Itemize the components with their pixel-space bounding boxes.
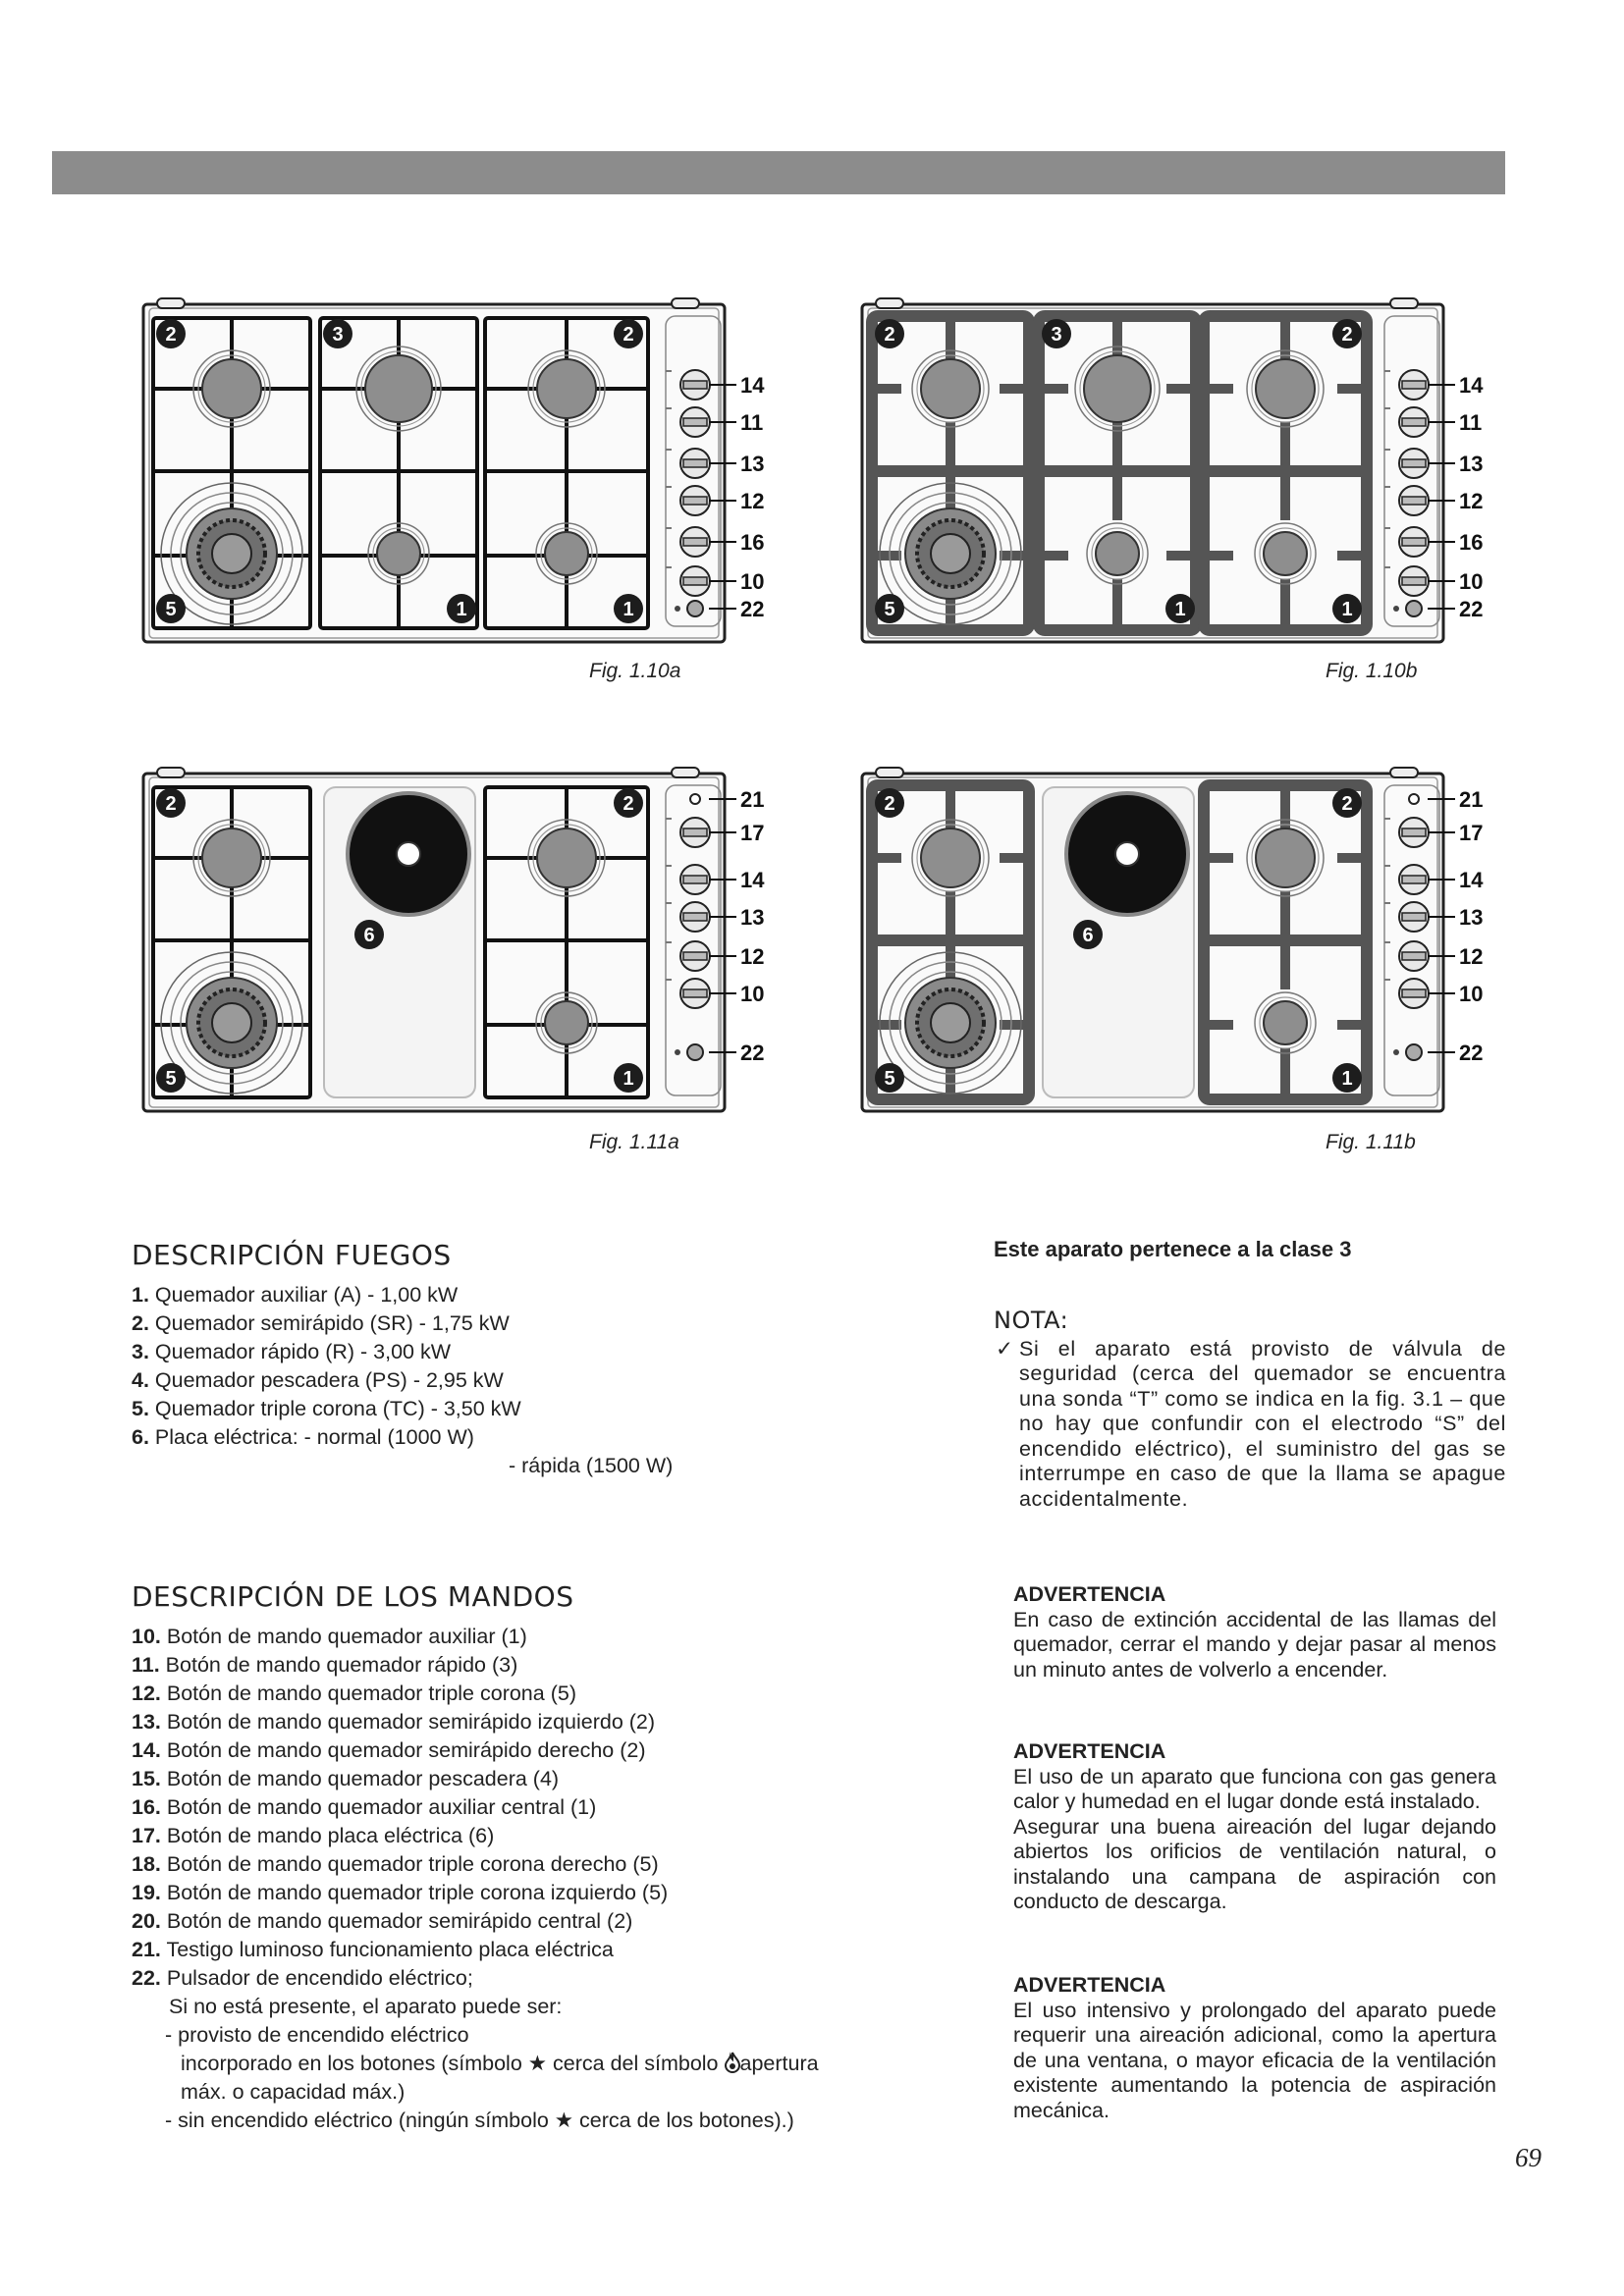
burner-number-badge: [614, 788, 643, 818]
star-icon: ★: [554, 2109, 574, 2132]
svg-text:2: 2: [623, 324, 634, 346]
advertencia-title: ADVERTENCIA: [1013, 1739, 1166, 1763]
burner-number-badge: [875, 1063, 904, 1093]
list-item: 18. Botón de mando quemador triple corona derecho (5): [132, 1852, 659, 1876]
list-item: 11. Botón de mando quemador rápido (3): [132, 1653, 518, 1677]
list-item: 12. Botón de mando quemador triple corona (5): [132, 1682, 576, 1705]
gas-burner: [528, 350, 605, 427]
svg-text:5: 5: [884, 599, 895, 620]
list-item: Si no está presente, el aparato puede ser:: [169, 1995, 563, 2018]
svg-text:13: 13: [740, 452, 765, 476]
svg-text:17: 17: [740, 821, 765, 845]
svg-text:1: 1: [623, 1068, 634, 1090]
figure-caption: Fig. 1.10a: [589, 660, 681, 682]
burner-number-badge: [614, 594, 643, 623]
pilot-light: [690, 794, 700, 804]
list-item: - rápida (1500 W): [509, 1454, 674, 1477]
figure-1-11a: [137, 764, 805, 1117]
svg-text:11: 11: [740, 410, 764, 435]
svg-text:1: 1: [1174, 599, 1186, 620]
section-title-fuegos: DESCRIPCIÓN FUEGOS: [132, 1239, 452, 1271]
fuegos-list: [132, 1281, 673, 1480]
burner-number-badge: [447, 594, 476, 623]
gas-burner: [536, 523, 597, 584]
svg-text:5: 5: [165, 1068, 177, 1090]
burner-number-badge: [156, 788, 186, 818]
svg-text:1: 1: [1341, 1068, 1353, 1090]
gas-burner: [528, 820, 605, 896]
burner-number-badge: [1332, 1063, 1362, 1093]
list-item: 5. Quemador triple corona (TC) - 3,50 kW: [132, 1397, 521, 1420]
svg-text:2: 2: [884, 324, 895, 346]
svg-text:13: 13: [740, 905, 765, 930]
svg-text:14: 14: [740, 373, 765, 398]
svg-text:13: 13: [1459, 905, 1484, 930]
svg-text:21: 21: [740, 787, 765, 812]
list-item: 10. Botón de mando quemador auxiliar (1): [132, 1625, 527, 1648]
svg-text:2: 2: [623, 793, 634, 815]
svg-text:2: 2: [165, 793, 177, 815]
list-item: 15. Botón de mando quemador pescadera (4): [132, 1767, 560, 1790]
nota-text: Si el aparato está provisto de válvula de seguridad (cerca del quemador se encuentra una sonda “T” como se indica en la fig. 3.1 – que no hay que confundir con el electrodo “S” del encendido eléctrico), el suministro del gas se interrumpe en caso de que la llama se apague accidentalmente.: [1019, 1336, 1506, 1511]
electric-hotplate: [348, 793, 469, 915]
gas-burner: [193, 350, 270, 427]
advertencia-title: ADVERTENCIA: [1013, 1973, 1166, 1997]
list-item: máx. o capacidad máx.): [181, 2080, 406, 2104]
gas-burner: [1075, 347, 1160, 431]
gas-burner: [356, 347, 441, 431]
gas-burner: [368, 523, 429, 584]
svg-text:14: 14: [740, 868, 765, 892]
svg-text:22: 22: [1459, 597, 1484, 621]
list-item: 2. Quemador semirápido (SR) - 1,75 kW: [132, 1311, 510, 1335]
burner-number-badge: [614, 1063, 643, 1093]
svg-text:14: 14: [1459, 868, 1484, 892]
figure-caption: Fig. 1.11a: [589, 1131, 679, 1153]
burner-number-badge: [614, 319, 643, 348]
list-item: - provisto de encendido eléctrico: [165, 2023, 469, 2047]
burner-number-badge: [1332, 788, 1362, 818]
svg-text:2: 2: [165, 324, 177, 346]
burner-number-badge: [323, 319, 352, 348]
advertencia-text: El uso intensivo y prolongado del aparato puede requerir una aireación adicional, como la apertura de una ventana, o mayor eficacia de la ventilación existente aumentando la potencia de aspiración mecánica.: [1013, 1998, 1496, 2122]
list-item: 17. Botón de mando placa eléctrica (6): [132, 1824, 495, 1847]
burner-number-badge: [1332, 319, 1362, 348]
burner-number-badge: [875, 594, 904, 623]
list-item: 14. Botón de mando quemador semirápido derecho (2): [132, 1738, 646, 1762]
page-number: 69: [1515, 2143, 1542, 2172]
svg-text:3: 3: [1051, 324, 1062, 346]
burner-number-badge: [156, 1063, 186, 1093]
gas-burner: [1255, 523, 1316, 584]
svg-text:5: 5: [165, 599, 177, 620]
list-item: 4. Quemador pescadera (PS) - 2,95 kW: [132, 1368, 504, 1392]
burner-number-badge: [875, 788, 904, 818]
svg-text:2: 2: [1341, 324, 1353, 346]
flame-icon: [725, 2052, 740, 2073]
burner-number-badge: [875, 319, 904, 348]
svg-text:10: 10: [1459, 569, 1484, 594]
figure-caption: Fig. 1.11b: [1326, 1131, 1416, 1153]
star-icon: ★: [527, 2052, 548, 2075]
svg-text:6: 6: [1082, 925, 1094, 946]
burner-number-badge: [1073, 920, 1103, 949]
gas-burner: [1255, 992, 1316, 1053]
list-item: 21. Testigo luminoso funcionamiento placa eléctrica: [132, 1938, 614, 1961]
check-icon: ✓: [996, 1336, 1014, 1361]
nota-title: NOTA:: [994, 1307, 1069, 1334]
svg-text:3: 3: [332, 324, 344, 346]
list-item: 1. Quemador auxiliar (A) - 1,00 kW: [132, 1283, 459, 1307]
svg-text:10: 10: [740, 569, 765, 594]
svg-text:5: 5: [884, 1068, 895, 1090]
svg-text:22: 22: [1459, 1041, 1484, 1065]
figure-1-10a: [137, 294, 805, 648]
svg-text:17: 17: [1459, 821, 1484, 845]
svg-text:13: 13: [1459, 452, 1484, 476]
list-item: 22. Pulsador de encendido eléctrico;: [132, 1966, 473, 1990]
burner-number-badge: [354, 920, 384, 949]
svg-text:2: 2: [884, 793, 895, 815]
list-item: 6. Placa eléctrica: - normal (1000 W): [132, 1425, 474, 1449]
gas-burner: [912, 820, 989, 896]
gas-burner: [1247, 350, 1324, 427]
svg-text:10: 10: [740, 982, 765, 1006]
gas-burner: [193, 820, 270, 896]
svg-text:16: 16: [1459, 530, 1484, 555]
section-title-mandos: DESCRIPCIÓN DE LOS MANDOS: [132, 1580, 574, 1613]
advertencia-block: [1013, 1739, 1496, 1915]
gas-burner: [1247, 820, 1324, 896]
pilot-light: [1409, 794, 1419, 804]
list-item: 16. Botón de mando quemador auxiliar central (1): [132, 1795, 597, 1819]
advertencia-text: Asegurar una buena aireación del lugar dejando abiertos los orificios de ventilación natural, o instalando una campana de aspiración con conducto de descarga.: [1013, 1814, 1496, 1913]
burner-number-badge: [156, 319, 186, 348]
svg-text:1: 1: [456, 599, 467, 620]
burner-number-badge: [1042, 319, 1071, 348]
svg-text:1: 1: [1341, 599, 1353, 620]
svg-text:12: 12: [1459, 944, 1484, 969]
svg-text:10: 10: [1459, 982, 1484, 1006]
svg-text:12: 12: [740, 489, 765, 513]
burner-number-badge: [1165, 594, 1195, 623]
svg-text:22: 22: [740, 1041, 765, 1065]
nota-block: [994, 1308, 1506, 1512]
svg-text:14: 14: [1459, 373, 1484, 398]
svg-text:11: 11: [1459, 410, 1483, 435]
burner-number-badge: [156, 594, 186, 623]
figure-1-11b: [856, 764, 1524, 1117]
burner-number-badge: [1332, 594, 1362, 623]
svg-text:6: 6: [363, 925, 375, 946]
list-item: 19. Botón de mando quemador triple corona izquierdo (5): [132, 1881, 669, 1904]
gas-burner: [536, 992, 597, 1053]
svg-text:2: 2: [1341, 793, 1353, 815]
svg-text:12: 12: [740, 944, 765, 969]
list-item: incorporado en los botones (símbolo ★ cerca del símbolo apertura: [181, 2052, 819, 2075]
svg-text:12: 12: [1459, 489, 1484, 513]
gas-burner: [912, 350, 989, 427]
list-item: 3. Quemador rápido (R) - 3,00 kW: [132, 1340, 452, 1363]
svg-text:21: 21: [1459, 787, 1484, 812]
advertencia-title: ADVERTENCIA: [1013, 1582, 1166, 1606]
clase-line: Este aparato pertenece a la clase 3: [994, 1237, 1352, 1261]
electric-hotplate: [1066, 793, 1188, 915]
svg-text:16: 16: [740, 530, 765, 555]
advertencia-block: [1013, 1973, 1496, 2123]
figure-1-10b: [856, 294, 1524, 648]
list-item: 20. Botón de mando quemador semirápido central (2): [132, 1909, 633, 1933]
gas-burner: [1087, 523, 1148, 584]
figure-caption: Fig. 1.10b: [1326, 660, 1418, 682]
advertencia-block: [1013, 1582, 1496, 1682]
list-item: 13. Botón de mando quemador semirápido izquierdo (2): [132, 1710, 656, 1734]
header-bar: [52, 151, 1505, 194]
mandos-list: [132, 1623, 819, 2135]
list-item: - sin encendido eléctrico (ningún símbolo ★ cerca de los botones).): [165, 2109, 794, 2132]
svg-text:1: 1: [623, 599, 634, 620]
advertencia-text: En caso de extinción accidental de las llamas del quemador, cerrar el mando y dejar pasar al menos un minuto antes de volverlo a encender.: [1013, 1607, 1496, 1682]
advertencia-text: El uso de un aparato que funciona con gas genera calor y humedad en el lugar donde está instalado.: [1013, 1764, 1496, 1813]
svg-text:22: 22: [740, 597, 765, 621]
